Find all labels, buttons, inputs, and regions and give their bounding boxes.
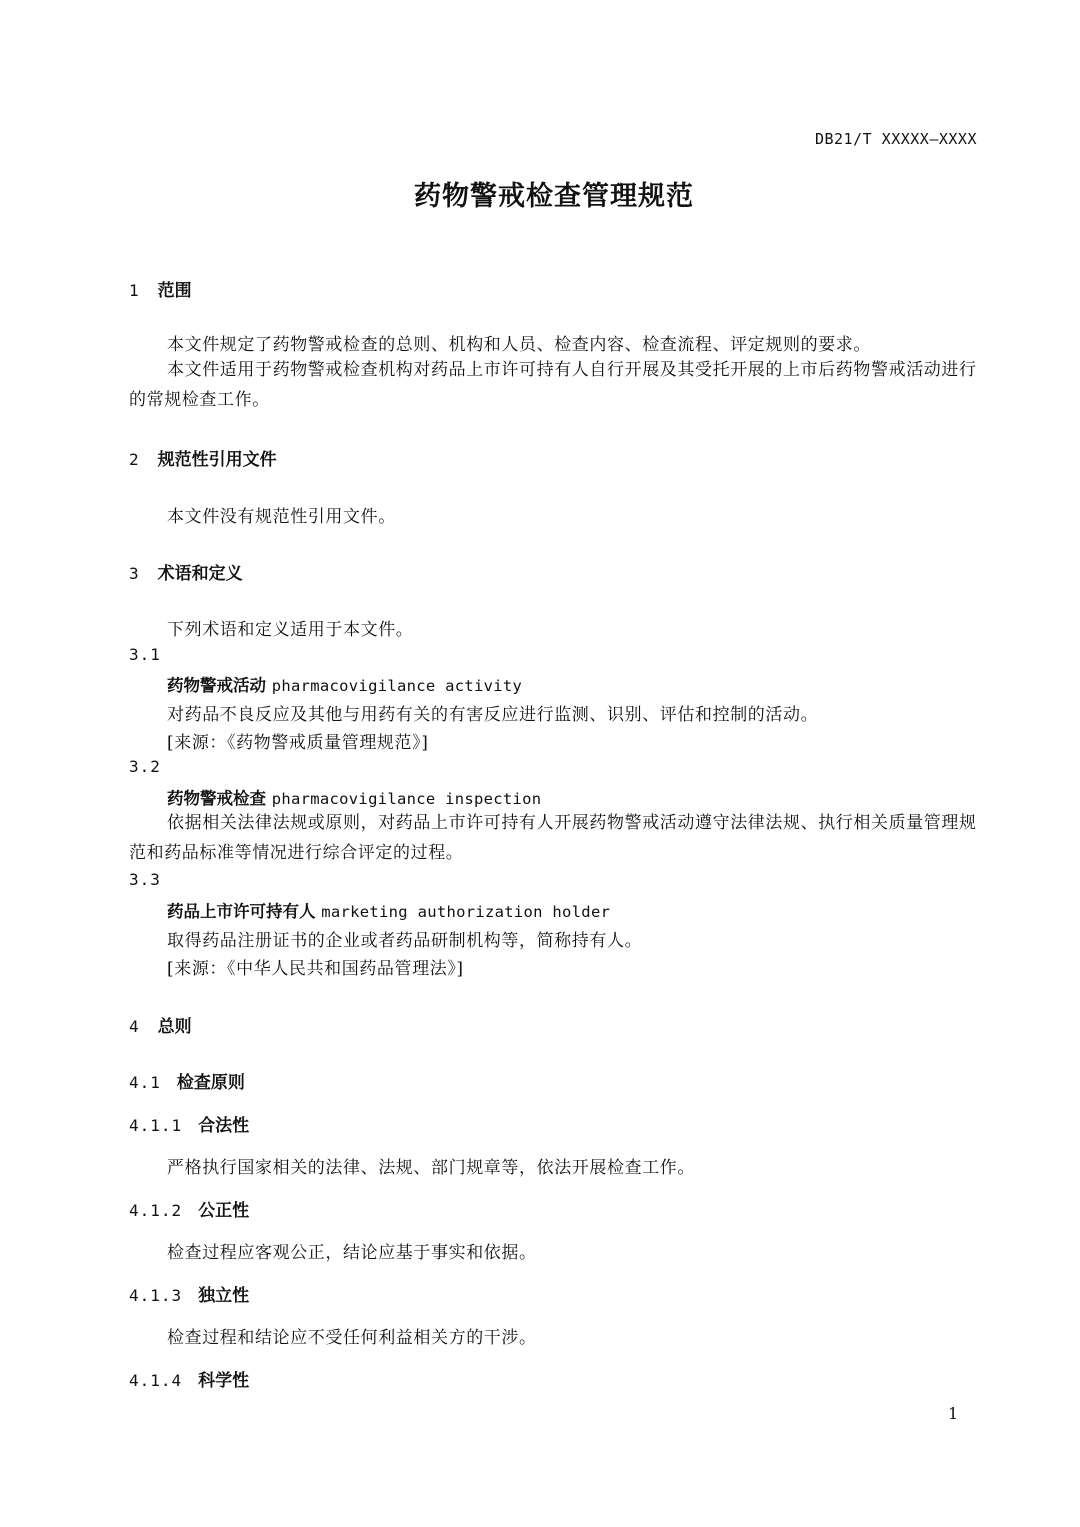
section-number: 1: [129, 281, 140, 300]
section-number: 4.1.4: [129, 1371, 183, 1390]
section-4-heading: [129, 1012, 192, 1037]
section-number: 4: [129, 1017, 140, 1036]
page-number: 1: [948, 1404, 959, 1423]
section-4-1-heading: [129, 1068, 245, 1093]
section-title: 科学性: [198, 1371, 250, 1391]
section-number: 3: [129, 564, 140, 583]
section-number: 4.1.1: [129, 1116, 183, 1135]
document-title: 药物警戒检查管理规范: [414, 181, 694, 212]
section-title: 合法性: [198, 1116, 250, 1136]
section-title: 范围: [157, 281, 192, 301]
term-3-2-number: 3.2: [129, 757, 161, 776]
term-english: marketing authorization holder: [321, 903, 611, 921]
section-number: 4.1.2: [129, 1201, 183, 1220]
section-4-1-2-text: 检查过程应客观公正，结论应基于事实和依据。: [167, 1243, 537, 1263]
section-1-heading: [129, 276, 192, 301]
term-3-1-definition: 对药品不良反应及其他与用药有关的有害反应进行监测、识别、评估和控制的活动。: [167, 705, 819, 725]
section-number: 2: [129, 450, 140, 469]
section-4-1-3-heading: [129, 1281, 249, 1306]
section-number: 4.1: [129, 1073, 161, 1092]
term-chinese: 药物警戒活动: [167, 676, 266, 695]
section-2-paragraph: 本文件没有规范性引用文件。: [167, 507, 396, 527]
section-title: 独立性: [198, 1286, 250, 1306]
term-3-3-name: [167, 898, 610, 922]
section-1-paragraph-2: 本文件适用于药物警戒检查机构对药品上市许可持有人自行开展及其受托开展的上市后药物警戒活动进行的常规检查工作。: [129, 360, 977, 410]
term-3-2-definition: 依据相关法律法规或原则，对药品上市许可持有人开展药物警戒活动遵守法律法规、执行相关质量管理规范和药品标准等情况进行综合评定的过程。: [129, 813, 977, 863]
section-title: 规范性引用文件: [157, 450, 277, 470]
term-chinese: 药物警戒检查: [167, 789, 266, 808]
section-2-heading: [129, 445, 277, 470]
section-1-paragraph-1: 本文件规定了药物警戒检查的总则、机构和人员、检查内容、检查流程、评定规则的要求。: [167, 335, 871, 355]
section-4-1-2-heading: [129, 1196, 249, 1221]
term-3-3-definition: 取得药品注册证书的企业或者药品研制机构等，简称持有人。: [167, 931, 643, 951]
term-3-1-number: 3.1: [129, 645, 161, 664]
section-4-1-3-text: 检查过程和结论应不受任何利益相关方的干涉。: [167, 1328, 537, 1348]
term-english: pharmacovigilance activity: [271, 677, 523, 695]
section-3-heading: [129, 559, 243, 584]
term-3-1-source: [来源：《药物警戒质量管理规范》]: [167, 733, 429, 753]
section-4-1-1-heading: [129, 1111, 249, 1136]
section-3-intro: 下列术语和定义适用于本文件。: [167, 620, 414, 640]
section-4-1-4-heading: [129, 1366, 249, 1391]
term-3-3-source: [来源：《中华人民共和国药品管理法》]: [167, 959, 464, 979]
standard-number: DB21/T XXXXX—XXXX: [814, 130, 977, 148]
term-chinese: 药品上市许可持有人: [167, 902, 316, 921]
section-title: 总则: [157, 1017, 192, 1037]
section-title: 术语和定义: [157, 564, 243, 584]
term-3-2-name: [167, 785, 541, 809]
section-title: 检查原则: [176, 1073, 245, 1093]
section-number: 4.1.3: [129, 1286, 183, 1305]
term-3-3-number: 3.3: [129, 870, 161, 889]
term-english: pharmacovigilance inspection: [271, 790, 542, 808]
term-3-1-name: [167, 672, 522, 696]
section-title: 公正性: [198, 1201, 250, 1221]
section-4-1-1-text: 严格执行国家相关的法律、法规、部门规章等，依法开展检查工作。: [167, 1158, 695, 1178]
